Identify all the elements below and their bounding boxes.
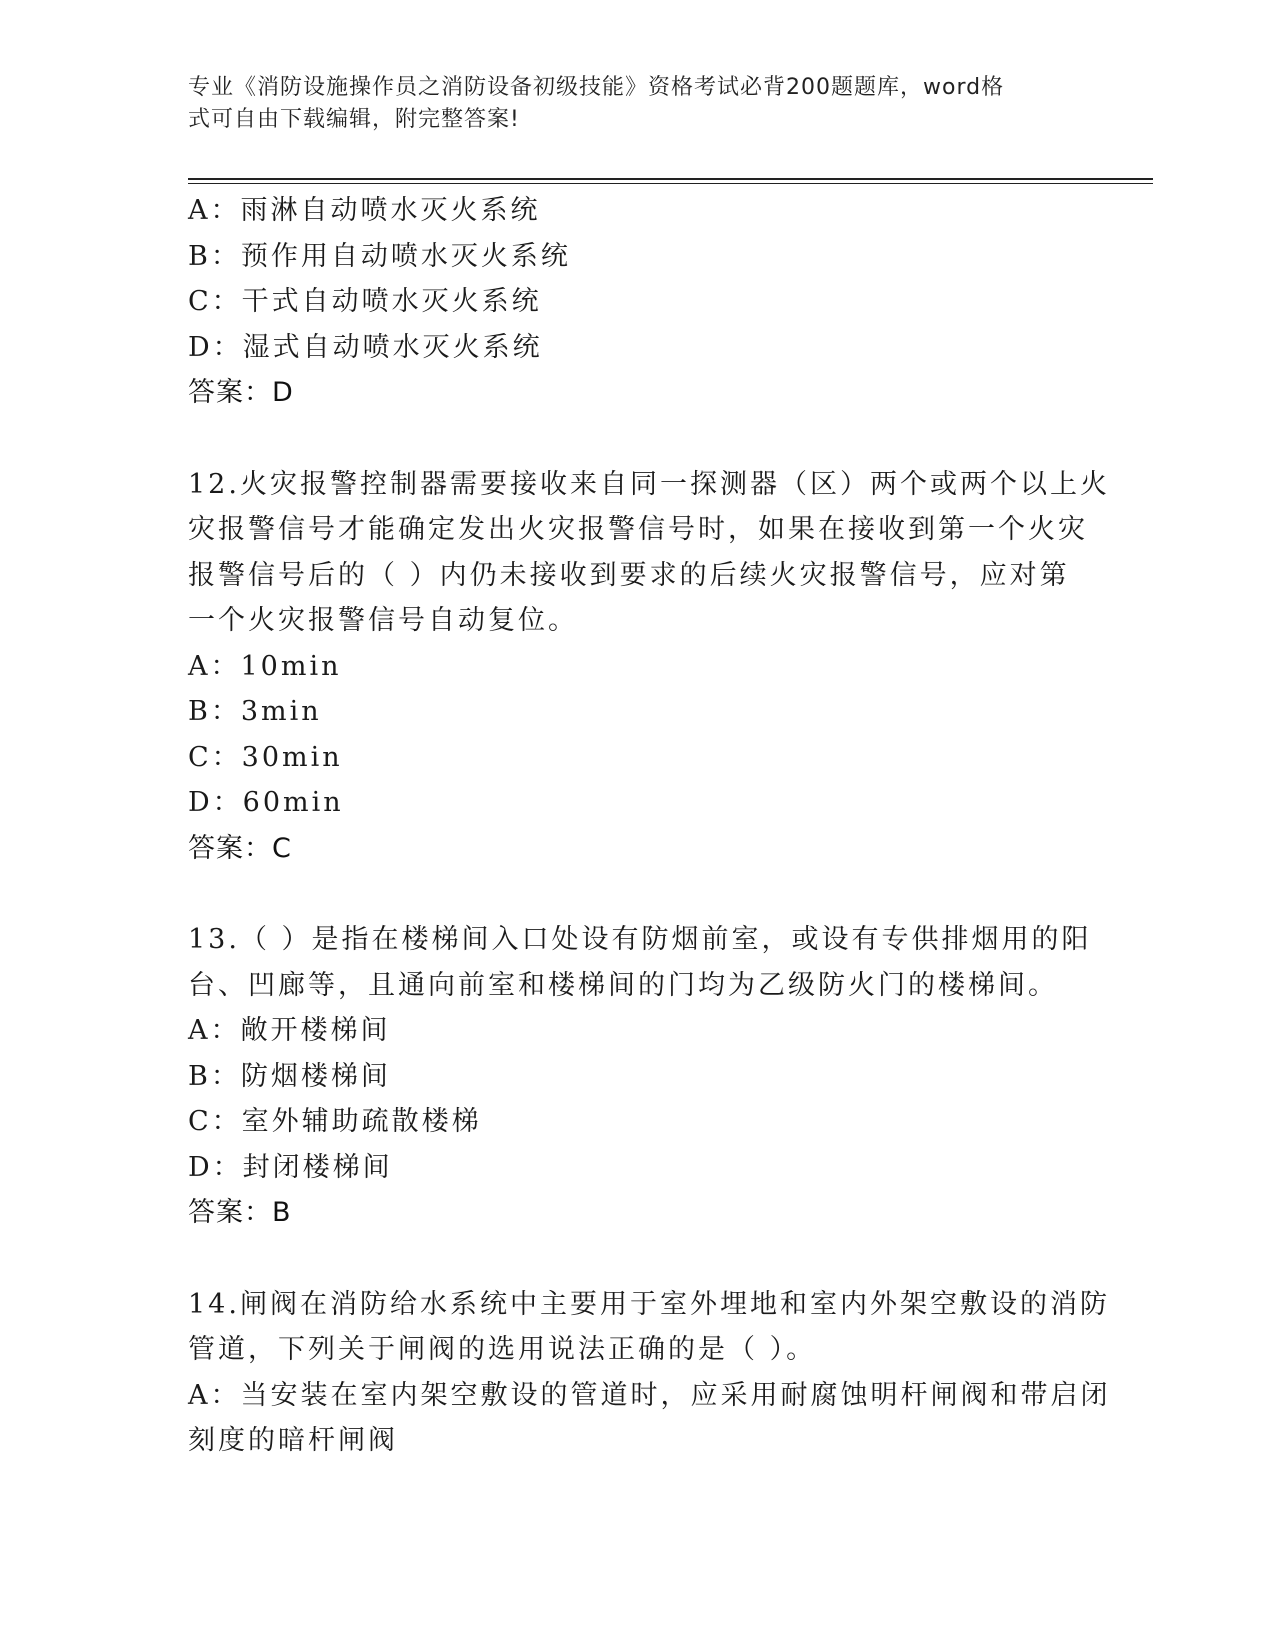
option-d: D：60min bbox=[188, 787, 344, 818]
stem-line: 报警信号后的（ ）内仍未接收到要求的后续火灾报警信号，应对第 bbox=[188, 559, 1070, 591]
question-14 bbox=[188, 1282, 1111, 1464]
question-stem bbox=[188, 1282, 1110, 1373]
question-13 bbox=[188, 917, 1092, 1236]
stem-line: 一个火灾报警信号自动复位。 bbox=[188, 605, 578, 636]
answer: 答案：D bbox=[188, 377, 294, 408]
spacer bbox=[188, 871, 1078, 917]
option-d: D：封闭楼梯间 bbox=[188, 1151, 393, 1183]
option-c: C：室外辅助疏散楼梯 bbox=[188, 1106, 482, 1137]
header-line-1: 专业《消防设施操作员之消防设备初级技能》资格考试必背200题题库，word格 bbox=[188, 75, 1005, 100]
stem-line: 灾报警信号才能确定发出火灾报警信号时，如果在接收到第一个火灾 bbox=[188, 514, 1088, 545]
stem-line: 13.（ ）是指在楼梯间入口处设有防烟前室，或设有专供排烟用的阳 bbox=[188, 924, 1092, 955]
question-12 bbox=[188, 462, 1110, 872]
option-a: A：敞开楼梯间 bbox=[188, 1015, 391, 1046]
option-a: A：当安装在室内架空敷设的管道时，应采用耐腐蚀明杆闸阀和带启闭 bbox=[188, 1379, 1111, 1411]
option-c: C：30min bbox=[188, 741, 343, 773]
stem-line: 12.火灾报警控制器需要接收来自同一探测器（区）两个或两个以上火 bbox=[188, 468, 1110, 500]
stem-line: 台、凹廊等，且通向前室和楼梯间的门均为乙级防火门的楼梯间。 bbox=[188, 969, 1058, 1001]
stem-line: 14.闸阀在消防给水系统中主要用于室外埋地和室内外架空敷设的消防 bbox=[188, 1288, 1110, 1320]
header-rule bbox=[188, 178, 1153, 180]
header-rule-thin bbox=[188, 183, 1153, 184]
option-d: D：湿式自动喷水灭火系统 bbox=[188, 331, 543, 363]
header-line-2: 式可自由下载编辑，附完整答案! bbox=[188, 107, 520, 132]
question-content bbox=[188, 188, 1111, 1464]
stem-line: 管道，下列关于闸阀的选用说法正确的是（ ）。 bbox=[188, 1334, 817, 1365]
question-stem bbox=[188, 462, 1110, 644]
option-b: B：3min bbox=[188, 696, 322, 727]
answer: 答案：B bbox=[188, 1197, 292, 1228]
answer: 答案：C bbox=[188, 832, 292, 864]
page-header bbox=[188, 72, 1068, 136]
spacer bbox=[188, 416, 1078, 462]
option-b: B：预作用自动喷水灭火系统 bbox=[188, 240, 571, 272]
question-11 bbox=[188, 188, 1078, 416]
spacer bbox=[188, 1236, 1078, 1282]
question-stem bbox=[188, 917, 1092, 1008]
option-a: A：雨淋自动喷水灭火系统 bbox=[188, 195, 541, 226]
option-c: C：干式自动喷水灭火系统 bbox=[188, 286, 542, 317]
option-a-continued: 刻度的暗杆闸阀 bbox=[188, 1425, 398, 1456]
option-b: B：防烟楼梯间 bbox=[188, 1060, 391, 1092]
option-a: A：10min bbox=[188, 650, 342, 682]
